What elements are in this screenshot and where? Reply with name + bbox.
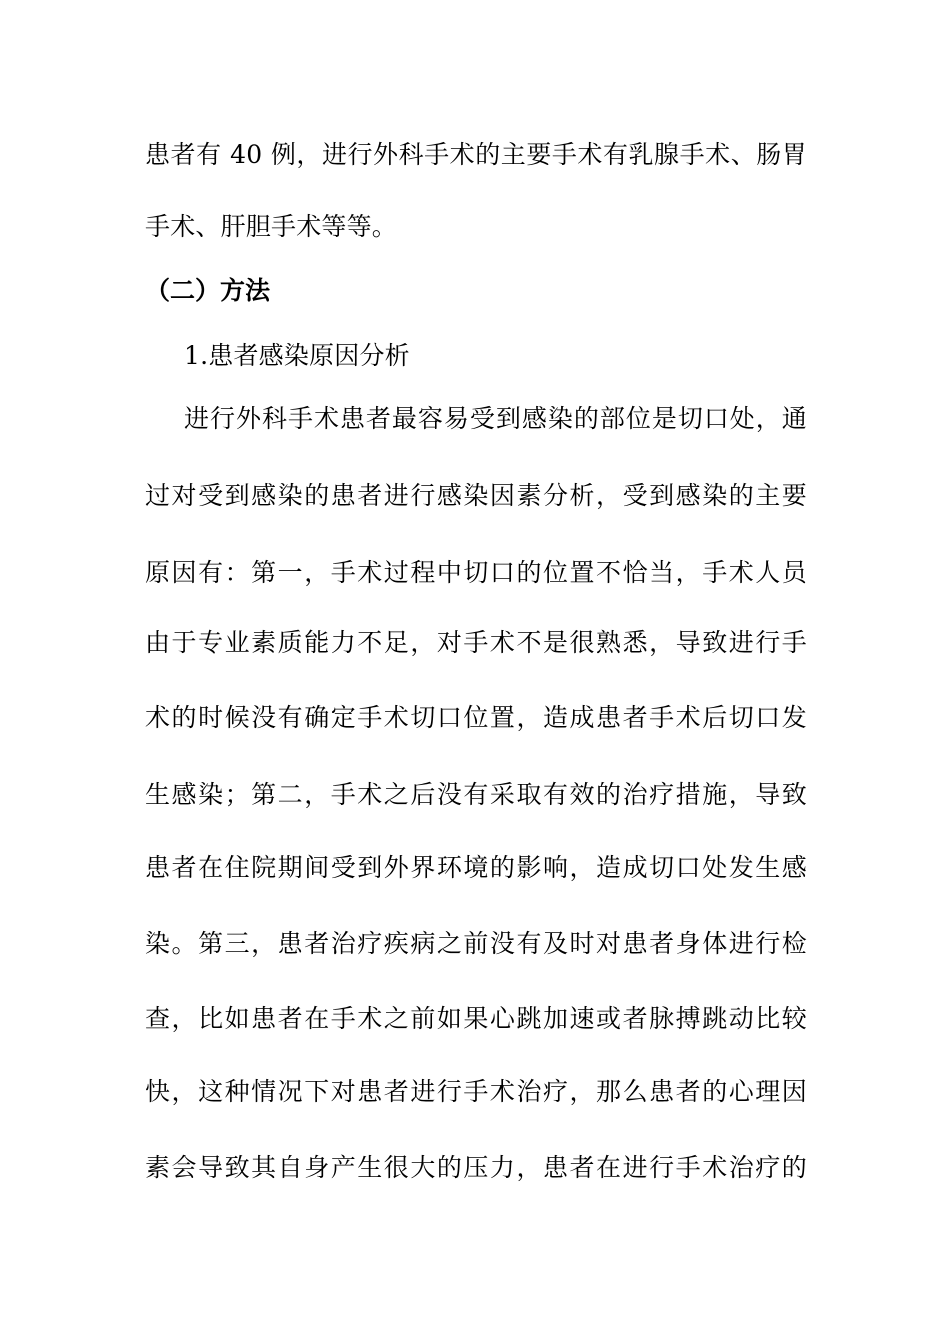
- paragraph-line: 进行外科手术患者最容易受到感染的部位是切口处，通: [184, 404, 807, 433]
- section-heading: （二）方法: [145, 276, 271, 305]
- paragraph-line: 染。第三，患者治疗疾病之前没有及时对患者身体进行检: [145, 929, 807, 958]
- paragraph-line: 由于专业素质能力不足，对手术不是很熟悉，导致进行手: [145, 628, 807, 657]
- paragraph-line: 快，这种情况下对患者进行手术治疗，那么患者的心理因: [145, 1077, 807, 1106]
- paragraph-line: 患者在住院期间受到外界环境的影响，造成切口处发生感: [145, 853, 807, 882]
- paragraph-line: 素会导致其自身产生很大的压力，患者在进行手术治疗的: [145, 1153, 807, 1182]
- paragraph-line: 查，比如患者在手术之前如果心跳加速或者脉搏跳动比较: [145, 1004, 807, 1033]
- paragraph-line: 生感染；第二，手术之后没有采取有效的治疗措施，导致: [145, 780, 807, 809]
- paragraph-line: 患者有 40 例，进行外科手术的主要手术有乳腺手术、肠胃: [145, 140, 807, 169]
- paragraph-line: 术的时候没有确定手术切口位置，造成患者手术后切口发: [145, 703, 807, 732]
- paragraph-line: 过对受到感染的患者进行感染因素分析，受到感染的主要: [145, 481, 807, 510]
- paragraph-line: 手术、肝胆手术等等。: [145, 212, 398, 241]
- paragraph-line: 原因有：第一，手术过程中切口的位置不恰当，手术人员: [145, 558, 807, 587]
- subsection-heading: 1.患者感染原因分析: [184, 341, 410, 370]
